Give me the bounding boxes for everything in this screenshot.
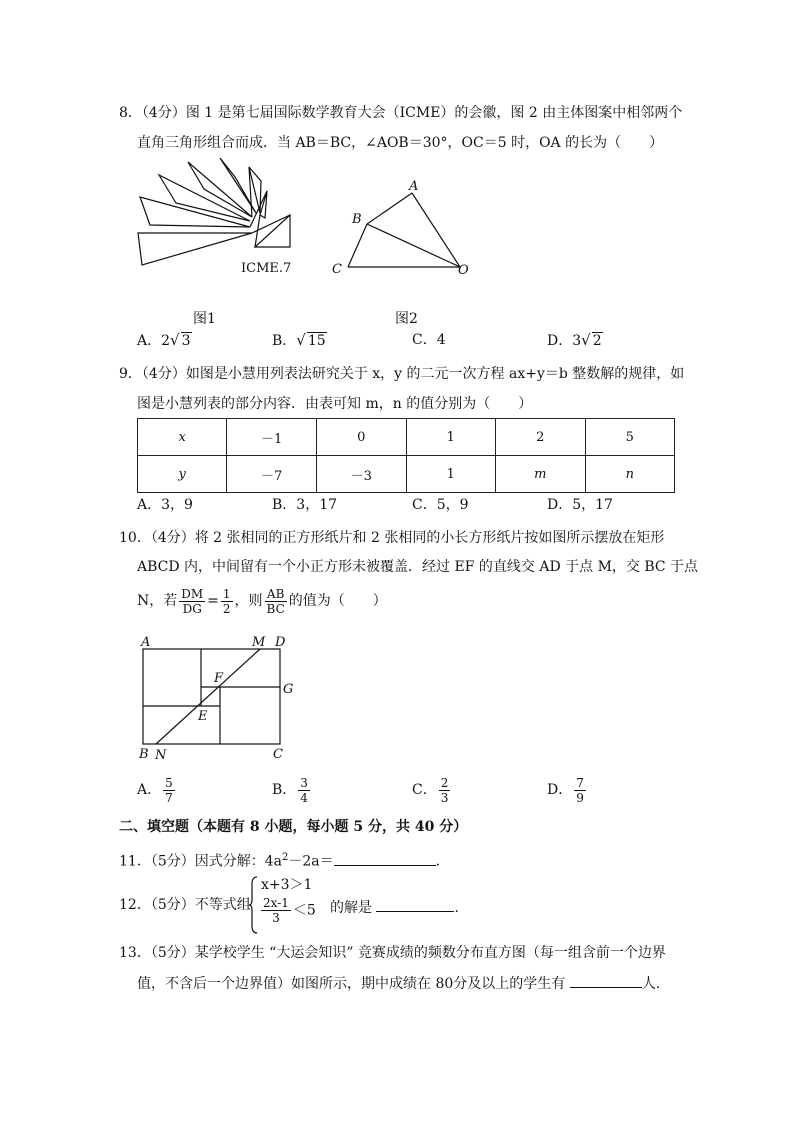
table-cell: x (138, 419, 227, 456)
q8-option-a[interactable]: A．2√ 3 (137, 331, 191, 349)
q9-option-d[interactable]: D．5，17 (547, 497, 613, 513)
table-cell: 0 (316, 419, 406, 456)
fig10-point-g: G (283, 682, 294, 697)
q9-option-a[interactable]: A．3，9 (137, 497, 193, 513)
q9-option-c[interactable]: C．5，9 (412, 497, 469, 513)
table-cell: －1 (227, 419, 317, 456)
table-cell: m (495, 456, 585, 493)
figure1-label: 图1 (193, 311, 216, 327)
q11-stem: 11．（5分）因式分解：$4a^2-2a=$ ． (119, 852, 450, 870)
answer-blank[interactable] (570, 973, 642, 988)
q8-option-d[interactable]: D．3√ 2 (547, 331, 602, 349)
fig10-point-c: C (273, 747, 283, 762)
q9-stem-line2: 图是小慧列表的部分内容．由表可知 m，n 的值分别为（ ） (137, 396, 533, 412)
q9-option-b[interactable]: B．3，17 (272, 497, 338, 513)
table-cell: －7 (227, 456, 317, 493)
icme-caption: ICME.7 (241, 261, 292, 276)
table-cell: y (138, 456, 227, 493)
q12-suffix: 的解是 ． (330, 897, 468, 918)
q10-stem-line2: ABCD 内，中间留有一个小正方形未被覆盖．经过 EF 的直线交 AD 于点 M，交 BC 于点 (137, 559, 699, 575)
q10-stem-line3: N，若 $\frac{DM}{DG}$ = $\frac{1}{2}$ ，则 $\frac{AB}{BC}$ 的值为（ ） (137, 586, 387, 616)
table-cell: 1 (406, 419, 495, 456)
q9-stem-line1: 9．（4分）如图是小慧用列表法研究关于 x，y 的二元一次方程 ax+y＝b 整数解的规律，如 (119, 366, 685, 382)
fig2-point-b: B (352, 212, 362, 227)
table-cell: 5 (585, 419, 674, 456)
section-heading: 二、填空题（本题有 8 小题，每小题 5 分，共 40 分） (119, 819, 468, 835)
inequality-2: $\frac{2x-1}{3}$ ＜5 (263, 896, 316, 925)
fig10-point-f: F (214, 671, 224, 686)
fig2-point-c: C (332, 262, 342, 277)
q8-stem-line1: 8．（4分）图 1 是第七届国际数学教育大会（ICME）的会徽，图 2 由主体图案中相邻两个 (119, 105, 683, 121)
table-cell: －3 (316, 456, 406, 493)
table-row-y (138, 456, 675, 493)
figure2-triangles (328, 178, 478, 278)
inequality-1: x+3＞1 (261, 877, 313, 893)
q8-option-b[interactable]: B．√ 15 (272, 331, 326, 349)
q13-stem-line1: 13．（5分）某学校学生 “大运会知识” 竞赛成绩的频数分布直方图（每一组含前一个边界 (119, 945, 666, 961)
q12-prefix: 12．（5分）不等式组 (119, 897, 251, 913)
q10-option-a[interactable]: A． $\frac{5}{7}$ (137, 775, 173, 805)
q10-rectangle-figure (134, 630, 304, 765)
q9-value-table (137, 418, 675, 493)
fig10-point-d: D (275, 635, 286, 650)
q10-stem-line1: 10．（4分）将 2 张相同的正方形纸片和 2 张相同的小长方形纸片按如图所示摆放在矩形 (119, 530, 665, 546)
fig2-point-a: A (409, 179, 419, 194)
q8-option-c[interactable]: C．4 (412, 332, 446, 348)
q8-stem-line2: 直角三角形组合而成．当 AB＝BC，∠AOB＝30°，OC＝5 时，OA 的长为（ ） (137, 135, 664, 151)
q10-option-d[interactable]: D． $\frac{7}{9}$ (547, 775, 584, 805)
table-cell: 2 (495, 419, 585, 456)
fig10-point-a: A (141, 635, 151, 650)
answer-blank[interactable] (334, 851, 436, 866)
table-row-x (138, 419, 675, 456)
figure2-label: 图2 (395, 311, 418, 327)
fig2-point-o: O (458, 263, 469, 278)
fig10-point-n: N (155, 748, 167, 763)
inequality-system (261, 874, 316, 932)
answer-blank[interactable] (376, 897, 454, 912)
brace-icon (248, 876, 258, 934)
fig10-point-e: E (198, 709, 208, 724)
table-cell: n (585, 456, 674, 493)
q10-option-c[interactable]: C． $\frac{2}{3}$ (412, 775, 449, 805)
q13-stem-line2: 值，不含后一个边界值）如图所示，期中成绩在 80分及以上的学生有 人． (137, 973, 670, 994)
fig10-point-b: B (139, 747, 149, 762)
fig10-point-m: M (252, 635, 266, 650)
table-cell: 1 (406, 456, 495, 493)
q10-option-b[interactable]: B． $\frac{3}{4}$ (272, 775, 308, 805)
